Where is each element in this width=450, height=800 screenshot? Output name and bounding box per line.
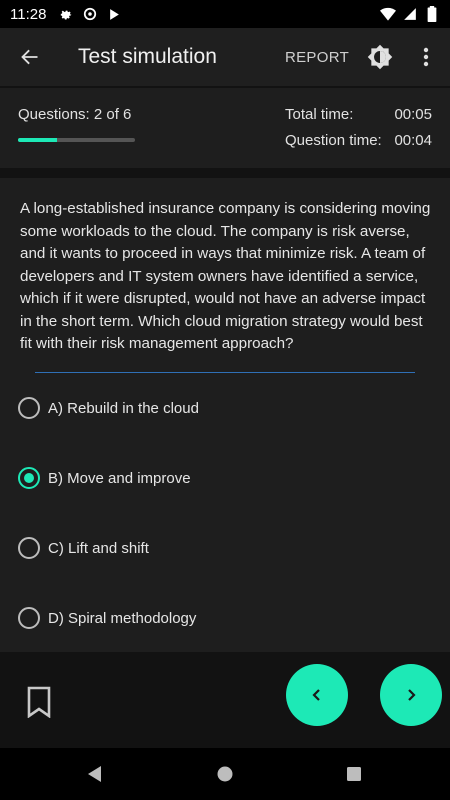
at-sign-icon [82,6,98,22]
play-store-icon [106,6,122,22]
progress-card [0,88,450,168]
nav-recents-button[interactable] [342,762,366,786]
radio-button[interactable] [18,397,40,419]
progress-bar-fill [18,138,57,142]
app-bar [0,28,450,86]
total-time-label: Total time: [285,106,354,123]
wifi-icon [380,6,396,22]
more-vert-icon [423,47,429,67]
questions-counter: Questions: 2 of 6 [18,106,132,123]
nav-home-button[interactable] [213,762,237,786]
report-button[interactable]: REPORT [285,48,350,66]
chevron-right-icon [404,688,418,702]
bookmark-icon [26,686,52,718]
option-c[interactable] [18,528,430,568]
question-card [0,178,450,652]
radio-button[interactable] [18,467,40,489]
total-time-value: 00:05 [394,106,432,123]
question-time-label: Question time: [285,132,382,149]
question-text: A long-established insurance company is considering moving some workloads to the cloud. The company is risk averse, and it wants to proceed in ways that minimize risk. A team of developers and IT system owners have identified a service, which if it were disrupted, would not have an adverse impact in the short term. Which cloud migration strategy would best fit with their risk management approach? [20,200,431,352]
brightness-icon [367,44,393,70]
nav-recents-icon [346,766,362,782]
radio-button[interactable] [18,537,40,559]
nav-back-icon [86,765,104,783]
next-question-button[interactable] [380,664,442,726]
divider [35,372,415,373]
back-arrow-icon [20,47,40,67]
option-label: C) Lift and shift [48,539,149,557]
option-label: D) Spiral methodology [48,609,197,627]
radio-button[interactable] [18,607,40,629]
battery-icon [424,6,440,22]
signal-icon [402,6,418,22]
bookmark-button[interactable] [24,684,54,720]
status-time: 11:28 [10,5,47,23]
previous-question-button[interactable] [286,664,348,726]
nav-back-button[interactable] [83,762,107,786]
page-title: Test simulation [78,45,217,68]
option-b[interactable] [18,458,430,498]
status-bar [0,0,450,28]
more-options-button[interactable] [412,41,440,73]
option-a[interactable] [18,388,430,428]
option-label: A) Rebuild in the cloud [48,399,199,417]
nav-home-icon [217,766,233,782]
chevron-left-icon [310,688,324,702]
back-button[interactable] [0,28,60,86]
progress-bar [18,138,135,142]
theme-toggle-button[interactable] [364,41,396,73]
option-d[interactable] [18,598,430,638]
question-time-value: 00:04 [394,132,432,149]
gear-icon [58,6,74,22]
system-nav-bar [0,748,450,800]
option-label: B) Move and improve [48,469,191,487]
